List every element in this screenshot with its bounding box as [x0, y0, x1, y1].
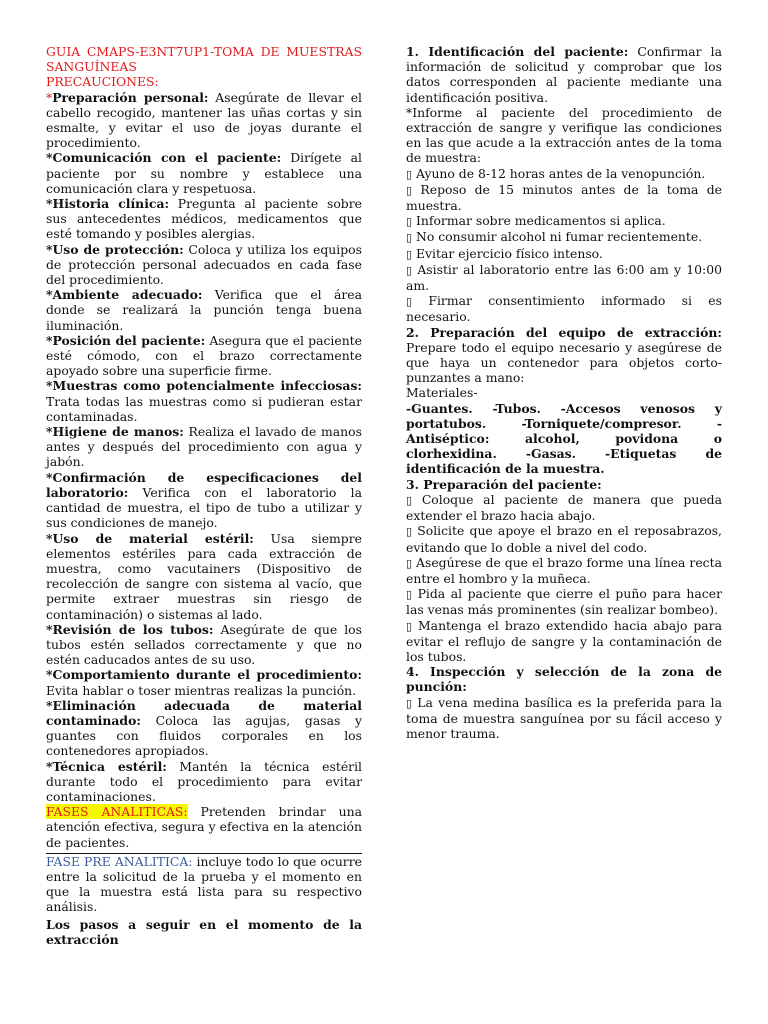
- list-item: ▯ La vena medina basílica es la preferida para la toma de muestra sanguínea por su fácil acceso y menor trauma.: [406, 694, 722, 741]
- checkbox-icon: ▯: [406, 588, 413, 602]
- materiales-list: -Guantes. -Tubos. -Accesos venosos y portatubos. -Torniquete/compresor. -Antiséptico: alcohol, povidona o clorhexidina. -Gasas. -Etiquetas de identificación de la muestra.: [406, 400, 722, 477]
- list-item: ▯ Mantenga el brazo extendido hacia abajo para evitar el reflujo de sangre y la contaminación de los tubos.: [406, 617, 722, 664]
- list-item: ▯ Reposo de 15 minutos antes de la toma de muestra.: [406, 181, 722, 214]
- list-item: ▯ Asistir al laboratorio entre las 6:00 am y 10:00 am.: [406, 261, 722, 294]
- precaution-item: *Uso de material estéril: Usa siempre elementos estériles para cada extracción de muestra, como vacutainers (Dispositivo de recolección de sangre con sistema al vacío, que permite extraer muestras sin riesgo de contaminación) o sistemas al lado.: [46, 530, 362, 622]
- fase-pre-label: FASE PRE ANALITICA:: [46, 853, 193, 869]
- section-1-inform: *Informe al paciente del procedimiento de extracción de sangre y verifique las condiciones en las que acude a la extracción antes de la toma de muestra:: [406, 104, 722, 166]
- checkbox-icon: ▯: [406, 295, 413, 309]
- precaution-item: *Comportamiento durante el procedimiento: Evita hablar o toser mientras realizas la punción.: [46, 667, 362, 698]
- list-item: ▯ Firmar consentimiento informado si es necesario.: [406, 293, 722, 325]
- list-item: ▯ Solicite que apoye el brazo en el reposabrazos, evitando que lo doble a nivel del codo.: [406, 523, 722, 555]
- precaution-item: *Comunicación con el paciente: Dirígete al paciente por su nombre y establece una comunicación clara y respetuosa.: [46, 150, 362, 196]
- precaution-item: *Técnica estéril: Mantén la técnica estéril durante todo el procedimiento para evitar contaminaciones.: [46, 758, 362, 804]
- precaution-item: *Muestras como potencialmente infecciosas: Trata todas las muestras como si pudieran estar contaminadas.: [46, 378, 362, 424]
- precaution-item: *Higiene de manos: Realiza el lavado de manos antes y después del procedimiento con agua y jabón.: [46, 424, 362, 470]
- precaution-item: *Confirmación de especificaciones del laboratorio: Verifica con el laboratorio la cantidad de muestra, el tipo de tubo a utilizar y sus condiciones de manejo.: [46, 469, 362, 531]
- section-2: 2. Preparación del equipo de extracción: Prepare todo el equipo necesario y asegúrese de que haya un contenedor para objetos corto-punzantes a mano:: [406, 324, 722, 386]
- checkbox-icon: ▯: [406, 556, 413, 570]
- precaution-item: *Ambiente adecuado: Verifica que el área donde se realizará la punción tenga buena iluminación.: [46, 287, 362, 333]
- list-item: ▯ Evitar ejercicio físico intenso.: [406, 245, 603, 261]
- precaution-item: *Uso de protección: Coloca y utiliza los equipos de protección personal adecuados en cada fase del procedimiento.: [46, 241, 362, 288]
- left-column: [46, 44, 362, 947]
- section-1: 1. Identificación del paciente: Confirmar la información de solicitud y comprobar que los datos corresponden al paciente mediante una identificación positiva.: [406, 44, 722, 105]
- materiales-label: Materiales-: [406, 385, 478, 401]
- checkbox-icon: ▯: [406, 183, 413, 197]
- list-item: ▯ No consumir alcohol ni fumar recientemente.: [406, 229, 703, 245]
- precauciones-heading: PRECAUCIONES:: [46, 74, 159, 90]
- checkbox-icon: ▯: [406, 231, 413, 245]
- checkbox-icon: ▯: [406, 247, 413, 261]
- list-item: ▯ Ayuno de 8-12 horas antes de la venopunción.: [406, 165, 706, 181]
- right-column: [406, 44, 722, 741]
- list-item: ▯ Pida al paciente que cierre el puño para hacer las venas más prominentes (sin realizar bombeo).: [406, 586, 722, 618]
- checkbox-icon: ▯: [406, 167, 413, 181]
- pasos-heading: Los pasos a seguir en el momento de la extracción: [46, 916, 362, 947]
- section-3: 3. Preparación del paciente:: [406, 476, 602, 492]
- fases-label: FASES ANALITICAS:: [46, 804, 188, 820]
- precaution-item: *Preparación personal: Asegúrate de llevar el cabello recogido, mantener las uñas cortas y sin esmalte, y evitar el uso de joyas durante el procedimiento.: [46, 89, 362, 151]
- checkbox-icon: ▯: [406, 525, 413, 539]
- checkbox-icon: ▯: [406, 493, 413, 507]
- precautions-list: [46, 90, 362, 805]
- document-title: GUIA CMAPS-E3NT7UP1-TOMA DE MUESTRAS SANGUÍNEAS: [46, 44, 362, 75]
- precaution-item: *Revisión de los tubos: Asegúrate de que los tubos estén sellados correctamente y que no estén caducados antes de su uso.: [46, 621, 362, 668]
- checkbox-icon: ▯: [406, 619, 413, 633]
- checkbox-icon: ▯: [406, 215, 413, 229]
- section-4: 4. Inspección y selección de la zona de punción:: [406, 664, 722, 695]
- checkbox-icon: ▯: [406, 263, 413, 277]
- fase-pre-analitica: FASE PRE ANALITICA: incluye todo lo que ocurre entre la solicitud de la prueba y el momento en que la muestra está lista para su respectivo análisis.: [46, 853, 362, 915]
- checkbox-icon: ▯: [406, 696, 413, 710]
- list-item: ▯ Informar sobre medicamentos si aplica.: [406, 213, 666, 229]
- precaution-item: *Historia clínica: Pregunta al paciente sobre sus antecedentes médicos, medicamentos que esté tomando y posibles alergias.: [46, 196, 362, 242]
- precaution-item: *Posición del paciente: Asegura que el paciente esté cómodo, con el brazo correctamente apoyado sobre una superficie firme.: [46, 332, 362, 379]
- fases-analiticas: FASES ANALITICAS: Pretenden brindar una atención efectiva, segura y efectiva en la atención de pacientes.: [46, 804, 362, 850]
- list-item: ▯ Asegúrese de que el brazo forme una línea recta entre el hombro y la muñeca.: [406, 554, 722, 586]
- list-item: ▯ Coloque al paciente de manera que pueda extender el brazo hacia abajo.: [406, 491, 722, 524]
- precaution-item: *Eliminación adecuada de material contaminado: Coloca las agujas, gasas y guantes con fluidos corporales en los contenedores apropiados.: [46, 697, 362, 759]
